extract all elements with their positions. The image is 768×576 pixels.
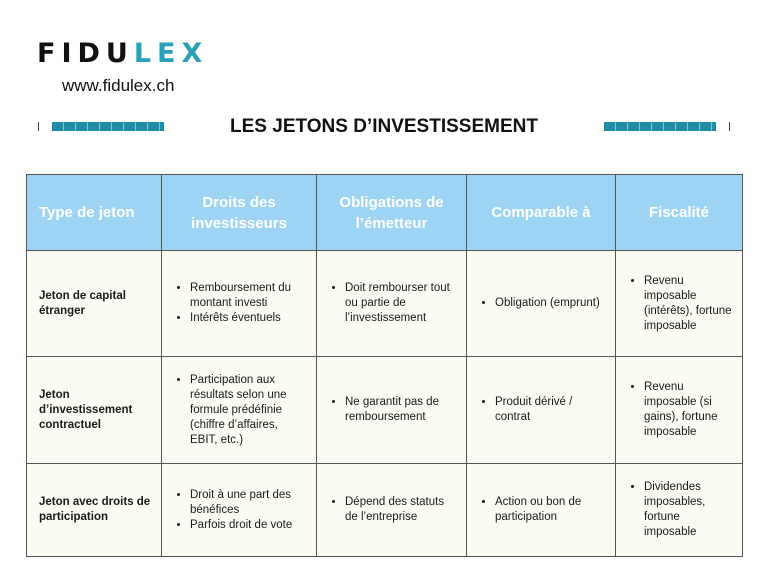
cell-type: Jeton d’investissement contractuel xyxy=(27,357,162,464)
right-tick-mark xyxy=(729,122,730,131)
cell-obligations xyxy=(317,464,467,557)
cell-comparable xyxy=(467,357,616,464)
list-item: • Revenu imposable (intérêts), fortune imposable xyxy=(644,274,734,334)
list-item: • Ne garantit pas de remboursement xyxy=(345,395,458,425)
list-item: • Intérêts éventuels xyxy=(190,311,308,326)
cell-droits xyxy=(162,357,317,464)
table-row xyxy=(27,464,743,557)
logo-text-fidu: FIDU xyxy=(37,38,134,69)
header-type-de-jeton: Type de jeton xyxy=(27,175,162,251)
investment-tokens-table xyxy=(26,174,743,557)
list-item: • Droit à une part des bénéfices xyxy=(190,488,308,518)
website-url[interactable]: www.fidulex.ch xyxy=(62,76,175,95)
page-title: LES JETONS D’INVESTISSEMENT xyxy=(230,116,538,137)
cell-fiscalite xyxy=(616,251,743,357)
title-row xyxy=(0,114,768,140)
header-fiscalite: Fiscalité xyxy=(616,175,743,251)
list-item: • Revenu imposable (si gains), fortune imposable xyxy=(644,380,734,440)
list-item: • Parfois droit de vote xyxy=(190,518,308,533)
cell-type: Jeton de capital étranger xyxy=(27,251,162,357)
fidulex-logo xyxy=(37,40,208,67)
table-row xyxy=(27,357,743,464)
table-header-row xyxy=(27,175,743,251)
cell-fiscalite xyxy=(616,464,743,557)
list-item: • Obligation (emprunt) xyxy=(495,296,607,311)
list-item: • Remboursement du montant investi xyxy=(190,281,308,311)
list-item: • Dividendes imposables, fortune imposable xyxy=(644,480,734,540)
header-droits: Droits des investisseurs xyxy=(162,175,317,251)
cell-droits xyxy=(162,251,317,357)
logo-text-lex: LEX xyxy=(133,38,209,69)
list-item: • Produit dérivé / contrat xyxy=(495,395,607,425)
cell-droits xyxy=(162,464,317,557)
header-comparable: Comparable à xyxy=(467,175,616,251)
list-item: • Participation aux résultats selon une formule prédéfinie (chiffre d’affaires, EBIT, etc.) xyxy=(190,373,308,448)
cell-type: Jeton avec droits de participation xyxy=(27,464,162,557)
right-decorative-bar xyxy=(604,122,716,131)
list-item: • Doit rembourser tout ou partie de l’investissement xyxy=(345,281,458,326)
cell-comparable xyxy=(467,251,616,357)
cell-comparable xyxy=(467,464,616,557)
cell-obligations xyxy=(317,251,467,357)
list-item: • Dépend des statuts de l’entreprise xyxy=(345,495,458,525)
table-row xyxy=(27,251,743,357)
cell-fiscalite xyxy=(616,357,743,464)
list-item: • Action ou bon de participation xyxy=(495,495,607,525)
cell-obligations xyxy=(317,357,467,464)
header-obligations: Obligations de l’émetteur xyxy=(317,175,467,251)
